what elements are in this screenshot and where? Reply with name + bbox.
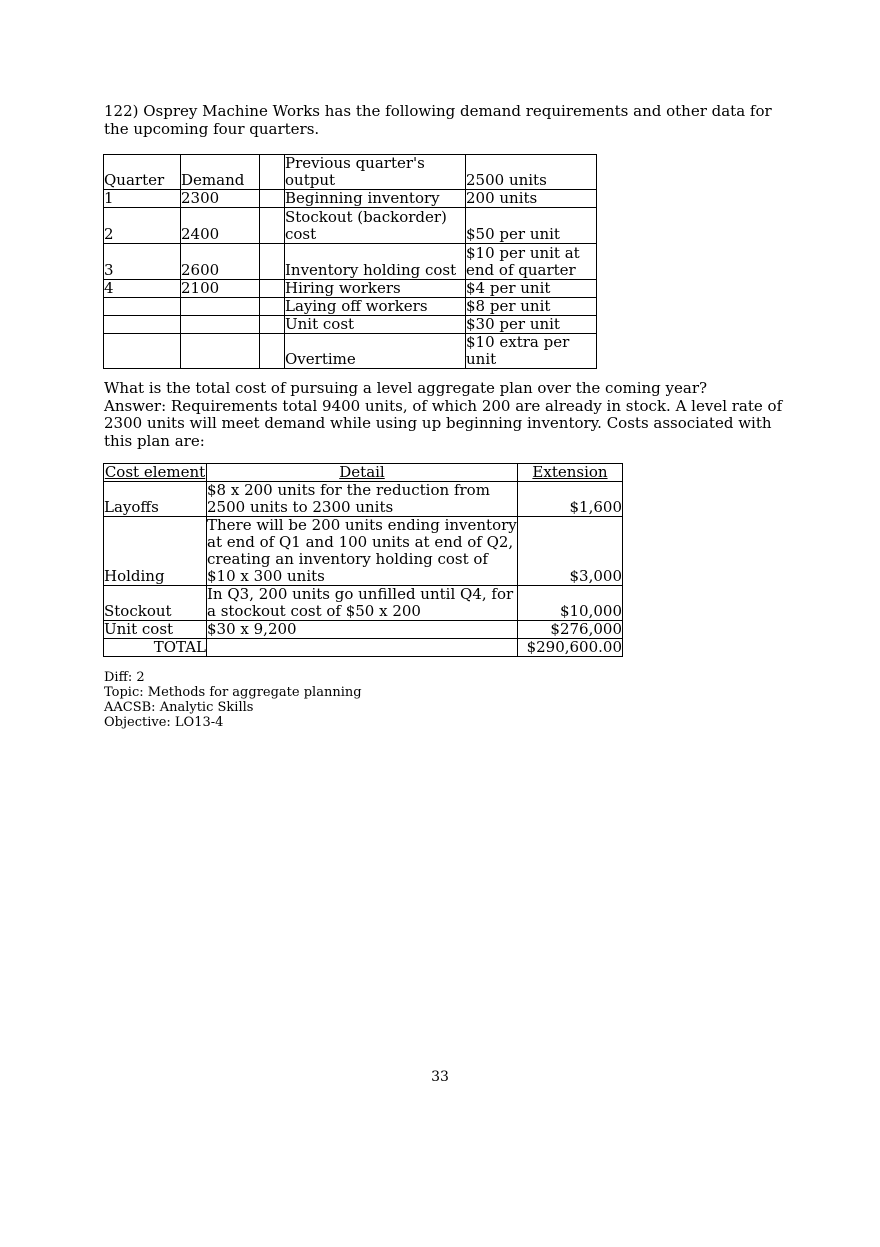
detail-header: Detail xyxy=(207,464,518,482)
cost-element-cell: Holding xyxy=(104,517,207,586)
table-row xyxy=(104,190,597,208)
question-intro: 122) Osprey Machine Works has the following demand requirements and other data for the upcoming four quarters. xyxy=(104,102,772,138)
demand-data-table xyxy=(103,154,597,369)
question-metadata xyxy=(104,670,362,730)
param-label: Laying off workers xyxy=(285,298,466,316)
answer-text: Answer: Requirements total 9400 units, of which 200 are already in stock. A level rate of 2300 units will meet demand while using up beginning inventory. Costs associated with this plan are: xyxy=(104,396,783,450)
param-value: $8 per unit xyxy=(466,298,597,316)
param-label: Beginning inventory xyxy=(285,190,466,208)
quarter-header: Quarter xyxy=(104,155,181,190)
table-row xyxy=(104,244,597,280)
table-row xyxy=(104,208,597,244)
demand-cell: 2100 xyxy=(181,280,260,298)
param-label: Hiring workers xyxy=(285,280,466,298)
param-value: 200 units xyxy=(466,190,597,208)
table-row xyxy=(104,334,597,369)
param-value: 2500 units xyxy=(466,155,597,190)
objective: Objective: LO13-4 xyxy=(104,715,224,730)
question-and-answer xyxy=(104,380,794,450)
table-row xyxy=(104,280,597,298)
table-row xyxy=(104,155,597,190)
extension-cell: $3,000 xyxy=(518,517,623,586)
table-row xyxy=(104,316,597,334)
detail-cell: $30 x 9,200 xyxy=(207,621,518,639)
aacsb: AACSB: Analytic Skills xyxy=(104,700,254,715)
table-header-row xyxy=(104,464,623,482)
param-value: $50 per unit xyxy=(466,208,597,244)
param-value: $10 per unit at end of quarter xyxy=(466,244,597,280)
detail-cell: There will be 200 units ending inventory at end of Q1 and 100 units at end of Q2, creating an inventory holding cost of $10 x 300 units xyxy=(207,516,517,585)
demand-cell: 2600 xyxy=(181,244,260,280)
table-row xyxy=(104,621,623,639)
quarter-cell: 4 xyxy=(104,280,181,298)
param-label: Previous quarter's output xyxy=(285,155,466,190)
page-number: 33 xyxy=(431,1069,449,1085)
param-value: $4 per unit xyxy=(466,280,597,298)
extension-cell: $1,600 xyxy=(518,482,623,517)
cost-element-cell: Layoffs xyxy=(104,482,207,517)
difficulty: Diff: 2 xyxy=(104,670,145,685)
param-label: Stockout (backorder) cost xyxy=(285,208,466,244)
demand-cell: 2400 xyxy=(181,208,260,244)
total-row xyxy=(104,639,623,657)
quarter-cell: 2 xyxy=(104,208,181,244)
cost-element-header: Cost element xyxy=(104,463,206,481)
param-value: $30 per unit xyxy=(466,316,597,334)
param-label: Overtime xyxy=(285,334,466,369)
param-label: Inventory holding cost xyxy=(285,244,466,280)
cost-element-cell: Unit cost xyxy=(104,621,207,639)
table-row xyxy=(104,517,623,586)
quarter-cell: 1 xyxy=(104,190,181,208)
total-value: $290,600.00 xyxy=(518,639,623,657)
extension-cell: $10,000 xyxy=(518,586,623,621)
cost-element-cell: Stockout xyxy=(104,586,207,621)
topic: Topic: Methods for aggregate planning xyxy=(104,685,362,700)
extension-header: Extension xyxy=(518,464,623,482)
param-label: Unit cost xyxy=(285,316,466,334)
extension-cell: $276,000 xyxy=(518,621,623,639)
question-prompt: What is the total cost of pursuing a level aggregate plan over the coming year? xyxy=(104,379,708,397)
table-row xyxy=(104,298,597,316)
quarter-cell: 3 xyxy=(104,244,181,280)
param-value: $10 extra per unit xyxy=(466,334,597,369)
detail-cell: In Q3, 200 units go unfilled until Q4, for a stockout cost of $50 x 200 xyxy=(207,586,518,621)
demand-header: Demand xyxy=(181,155,260,190)
table-row xyxy=(104,586,623,621)
cost-table xyxy=(103,463,623,657)
detail-cell: $8 x 200 units for the reduction from 2500 units to 2300 units xyxy=(207,482,518,517)
demand-cell: 2300 xyxy=(181,190,260,208)
total-label: TOTAL xyxy=(104,639,207,657)
table-row xyxy=(104,482,623,517)
